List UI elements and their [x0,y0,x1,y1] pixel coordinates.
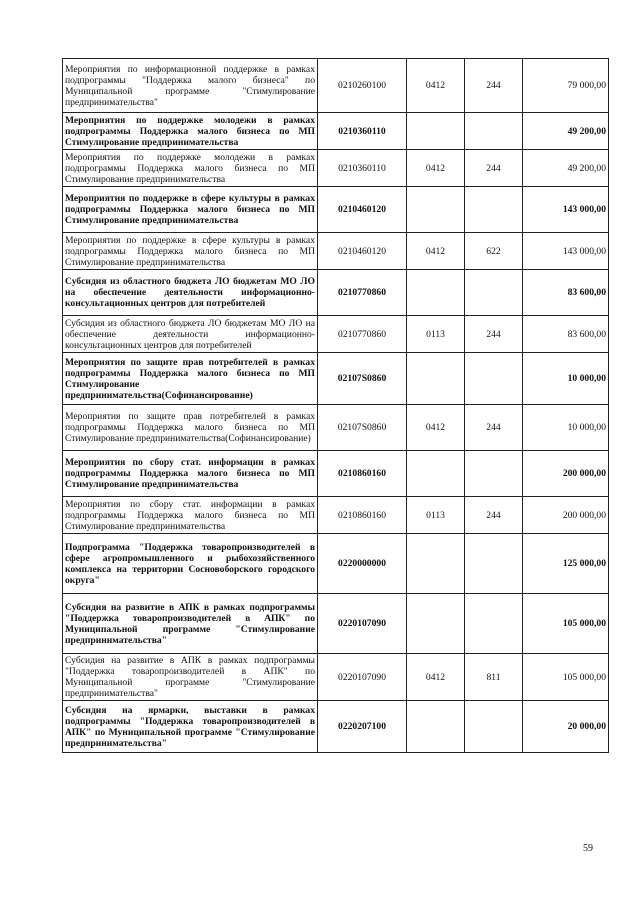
row-amount-cell: 143 000,00 [523,187,609,233]
row-section-cell [407,451,465,497]
row-code-cell: 0210860160 [318,497,407,534]
row-code-cell: 0210860160 [318,451,407,497]
row-code-cell: 0220107090 [318,654,407,701]
row-type-cell [465,270,523,316]
row-name-cell: Мероприятия по поддержке в сфере культуры в рамках подпрограммы Поддержка малого бизнеса по МП Стимулирование предпринимательства [63,187,318,233]
row-type-cell: 811 [465,654,523,701]
row-name-cell: Субсидия из областного бюджета ЛО бюджетам МО ЛО на обеспечение деятельности информационно-консультационных центров для потребителей [63,316,318,353]
table-row [63,405,609,451]
table-row [63,534,609,594]
row-amount-cell: 79 000,00 [523,59,609,113]
table-row [63,270,609,316]
row-section-cell: 0113 [407,316,465,353]
row-amount-cell: 83 600,00 [523,270,609,316]
row-amount-cell: 200 000,00 [523,451,609,497]
row-name-cell: Подпрограмма "Поддержка товаропроизводителей в сфере агропромышленного и рыбохозяйственного комплекса на территории Сосновоборского городского округа" [63,534,318,594]
row-amount-cell: 200 000,00 [523,497,609,534]
row-code-cell: 0210360110 [318,113,407,150]
row-code-cell: 0210770860 [318,270,407,316]
row-amount-cell: 20 000,00 [523,701,609,753]
row-section-cell [407,701,465,753]
row-section-cell: 0113 [407,497,465,534]
row-amount-cell: 105 000,00 [523,654,609,701]
row-section-cell [407,113,465,150]
row-type-cell [465,594,523,654]
table-row [63,113,609,150]
row-section-cell [407,534,465,594]
table-row [63,316,609,353]
row-section-cell: 0412 [407,150,465,187]
row-code-cell: 0210770860 [318,316,407,353]
row-type-cell [465,113,523,150]
row-type-cell [465,353,523,405]
row-amount-cell: 49 200,00 [523,113,609,150]
row-code-cell: 0220107090 [318,594,407,654]
row-section-cell: 0412 [407,59,465,113]
budget-table-body [63,59,609,753]
table-row [63,701,609,753]
table-row [63,233,609,270]
table-row [63,654,609,701]
table-row [63,451,609,497]
row-type-cell: 244 [465,316,523,353]
row-amount-cell: 49 200,00 [523,150,609,187]
row-code-cell: 02107S0860 [318,405,407,451]
row-name-cell: Мероприятия по защите прав потребителей в рамках подпрограммы Поддержка малого бизнеса по МП Стимулирование предпринимательства(Софинансирование) [63,353,318,405]
row-type-cell: 244 [465,497,523,534]
row-type-cell: 244 [465,150,523,187]
row-name-cell: Субсидия на ярмарки, выставки в рамках подпрограммы "Поддержка товаропроизводителей в АПК" по Муниципальной программе "Стимулирование предпринимательства" [63,701,318,753]
row-section-cell: 0412 [407,233,465,270]
row-section-cell [407,353,465,405]
row-amount-cell: 105 000,00 [523,594,609,654]
budget-table [62,58,609,753]
row-name-cell: Мероприятия по поддержке молодежи в рамках подпрограммы Поддержка малого бизнеса по МП Стимулирование предпринимательства [63,113,318,150]
row-amount-cell: 143 000,00 [523,233,609,270]
row-code-cell: 0220207100 [318,701,407,753]
row-type-cell [465,187,523,233]
table-row [63,59,609,113]
table-row [63,594,609,654]
row-name-cell: Мероприятия по поддержке в сфере культуры в рамках подпрограммы Поддержка малого бизнеса по МП Стимулирование предпринимательства [63,233,318,270]
row-type-cell [465,451,523,497]
row-code-cell: 0210260100 [318,59,407,113]
row-code-cell: 02107S0860 [318,353,407,405]
row-section-cell [407,270,465,316]
row-name-cell: Субсидия из областного бюджета ЛО бюджетам МО ЛО на обеспечение деятельности информационно-консультационных центров для потребителей [63,270,318,316]
row-type-cell [465,534,523,594]
row-code-cell: 0210460120 [318,233,407,270]
row-name-cell: Субсидия на развитие в АПК в рамках подпрограммы "Поддержка товаропроизводителей в АПК" по Муниципальной программе "Стимулирование предпринимательства" [63,594,318,654]
row-code-cell: 0210460120 [318,187,407,233]
row-name-cell: Мероприятия по сбору стат. информации в рамках подпрограммы Поддержка малого бизнеса по МП Стимулирование предпринимательства [63,497,318,534]
row-code-cell: 0210360110 [318,150,407,187]
page-number: 59 [583,843,593,854]
row-type-cell: 244 [465,405,523,451]
row-code-cell: 0220000000 [318,534,407,594]
table-row [63,150,609,187]
row-section-cell [407,187,465,233]
table-row [63,497,609,534]
row-name-cell: Субсидия на развитие в АПК в рамках подпрограммы "Поддержка товаропроизводителей в АПК" по Муниципальной программе "Стимулирование предпринимательства" [63,654,318,701]
row-type-cell [465,701,523,753]
row-amount-cell: 10 000,00 [523,353,609,405]
row-type-cell: 244 [465,59,523,113]
table-row [63,353,609,405]
row-name-cell: Мероприятия по сбору стат. информации в рамках подпрограммы Поддержка малого бизнеса по МП Стимулирование предпринимательства [63,451,318,497]
table-row [63,187,609,233]
row-section-cell: 0412 [407,654,465,701]
row-section-cell [407,594,465,654]
row-name-cell: Мероприятия по поддержке молодежи в рамках подпрограммы Поддержка малого бизнеса по МП Стимулирование предпринимательства [63,150,318,187]
row-name-cell: Мероприятия по защите прав потребителей в рамках подпрограммы Поддержка малого бизнеса по МП Стимулирование предпринимательства(Софинансирование) [63,405,318,451]
row-type-cell: 622 [465,233,523,270]
row-amount-cell: 125 000,00 [523,534,609,594]
row-amount-cell: 10 000,00 [523,405,609,451]
row-amount-cell: 83 600,00 [523,316,609,353]
row-name-cell: Мероприятия по информационной поддержке в рамках подпрограммы "Поддержка малого бизнеса" по Муниципальной программе "Стимулирование предпринимательства" [63,59,318,113]
row-section-cell: 0412 [407,405,465,451]
